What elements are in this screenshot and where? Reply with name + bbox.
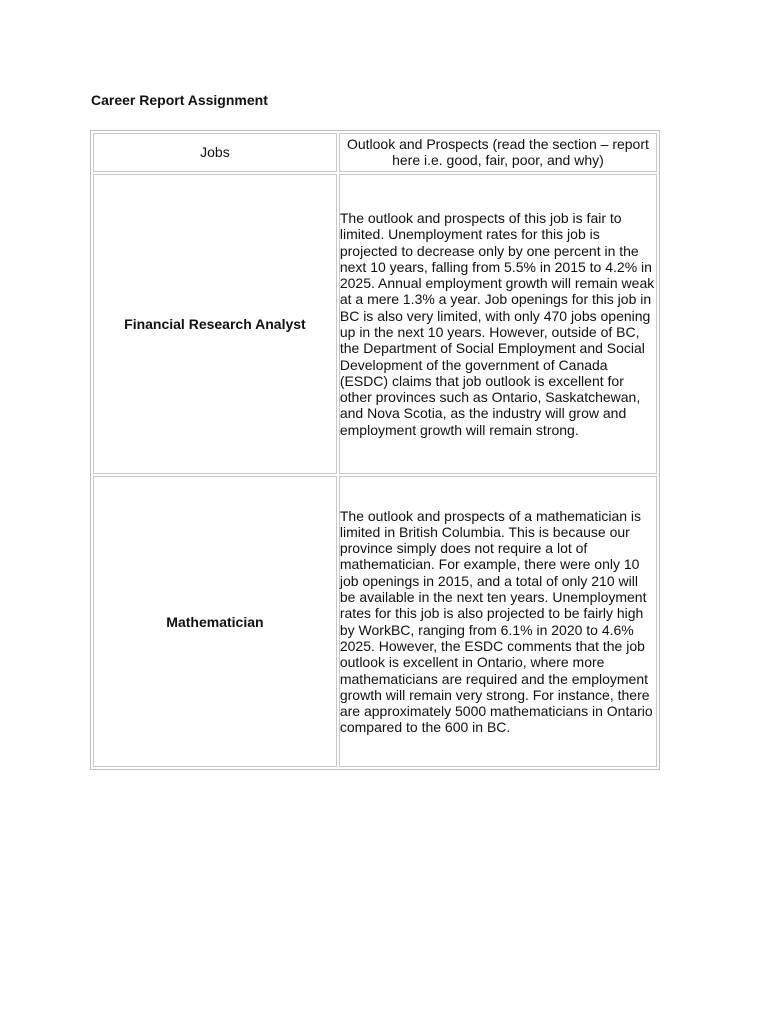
- table-row: [93, 174, 657, 475]
- table-row: [93, 476, 657, 767]
- job-title-cell: Financial Research Analyst: [93, 174, 337, 475]
- outlook-column-header: Outlook and Prospects (read the section – report here i.e. good, fair, poor, and why): [339, 133, 657, 172]
- outlook-description-text: The outlook and prospects of a mathematician is limited in British Columbia. This is because our province simply does not require a lot of mathematician. For example, there were only 10 job openings in 2015, and a total of only 210 will be available in the next ten years. Unemployment rates for this job is also projected to be fairly high by WorkBC, ranging from 6.1% in 2020 to 4.6% 2025. However, the ESDC comments that the job outlook is excellent in Ontario, where more mathematicians are required and the employment growth will remain very strong. For instance, there are approximately 5000 mathematicians in Ontario compared to the 600 in BC.: [339, 507, 653, 736]
- outlook-description-text: The outlook and prospects of this job is fair to limited. Unemployment rates for this job is projected to decrease only by one percent in the next 10 years, falling from 5.5% in 2015 to 4.2% in 2025. Annual employment growth will remain weak at a mere 1.3% a year. Job openings for this job in BC is also very limited, with only 470 jobs opening up in the next 10 years. However, outside of BC, the Department of Social Employment and Social Development of the government of Canada (ESDC) claims that job outlook is excellent for other provinces such as Ontario, Saskatchewan, and Nova Scotia, as the industry will grow and employment growth will remain strong.: [339, 209, 655, 438]
- outlook-description-cell: [339, 174, 657, 475]
- job-title-cell: Mathematician: [93, 476, 337, 767]
- outlook-description-cell: [339, 476, 657, 767]
- page-title: Career Report Assignment: [91, 92, 268, 108]
- table-header-row: [93, 133, 657, 172]
- jobs-column-header: Jobs: [93, 133, 337, 172]
- career-report-table: [90, 130, 660, 770]
